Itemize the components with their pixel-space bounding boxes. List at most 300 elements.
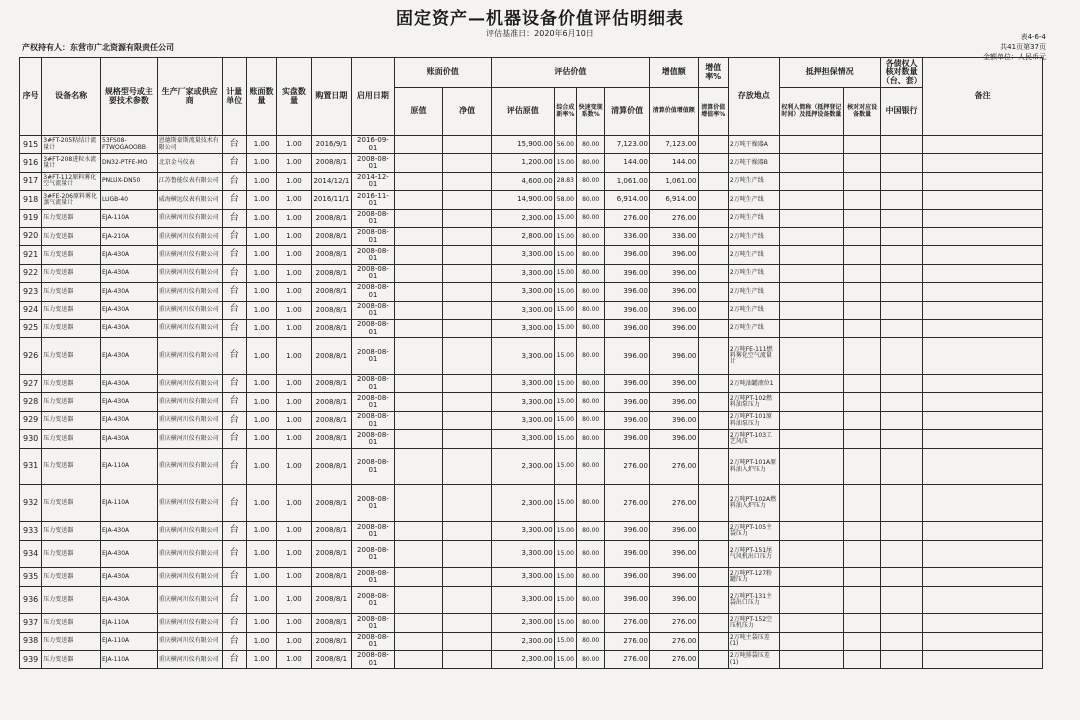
empty-cell [698, 264, 728, 282]
cell-purchase-date: 2008/8/1 [311, 246, 352, 264]
cell-unit: 台 [222, 540, 246, 568]
empty-cell [779, 411, 844, 429]
col-liq-increase: 清算价值增值额 [649, 88, 698, 136]
col-pledge: 抵押担保情况 [779, 58, 880, 88]
cell-composite-rate: 15.00 [554, 301, 576, 319]
cell-maker: 重庆横河川仪有限公司 [157, 522, 222, 540]
empty-cell [923, 522, 1043, 540]
empty-cell [844, 191, 880, 209]
cell-name: 压力变送器 [42, 614, 101, 632]
cell-book-qty: 1.00 [246, 264, 276, 282]
empty-cell [394, 651, 443, 669]
cell-model: EJA-110A [101, 448, 158, 485]
col-eval-orig: 评估原值 [491, 88, 554, 136]
cell-name: 压力变送器 [42, 522, 101, 540]
table-row [20, 375, 1043, 393]
empty-cell [698, 568, 728, 586]
col-actual-qty: 实盘数量 [277, 58, 311, 136]
empty-cell [923, 172, 1043, 190]
empty-cell [698, 393, 728, 411]
cell-actual-qty: 1.00 [277, 172, 311, 190]
cell-eval-orig: 1,200.00 [491, 154, 554, 172]
table-row [20, 485, 1043, 522]
table-row [20, 191, 1043, 209]
col-pledge-check: 核对对应设备数量 [844, 88, 880, 136]
empty-cell [844, 154, 880, 172]
cell-liquidation-coef: 80.00 [576, 568, 604, 586]
cell-name: 压力变送器 [42, 319, 101, 337]
empty-cell [779, 540, 844, 568]
empty-cell [844, 172, 880, 190]
cell-location: 2万吨生产线 [728, 172, 779, 190]
cell-liq-increase: 396.00 [649, 338, 698, 375]
empty-cell [779, 264, 844, 282]
col-unit: 计量单位 [222, 58, 246, 136]
cell-actual-qty: 1.00 [277, 191, 311, 209]
cell-liquidation-coef: 80.00 [576, 264, 604, 282]
cell-start-date: 2008-08-01 [352, 154, 395, 172]
cell-eval-orig: 4,600.00 [491, 172, 554, 190]
empty-cell [923, 568, 1043, 586]
cell-liquidation-coef: 80.00 [576, 319, 604, 337]
cell-unit: 台 [222, 227, 246, 245]
empty-cell [443, 154, 492, 172]
empty-cell [844, 283, 880, 301]
cell-book-qty: 1.00 [246, 430, 276, 448]
empty-cell [394, 632, 443, 650]
col-start-date: 启用日期 [352, 58, 395, 136]
empty-cell [394, 448, 443, 485]
empty-cell [923, 430, 1043, 448]
empty-cell [394, 568, 443, 586]
cell-seq: 916 [20, 154, 42, 172]
empty-cell [844, 338, 880, 375]
cell-name: 3#FT-112原料雾化空气流量计 [42, 172, 101, 190]
cell-liquidation-value: 396.00 [605, 246, 650, 264]
empty-cell [844, 209, 880, 227]
empty-cell [394, 264, 443, 282]
cell-composite-rate: 15.00 [554, 283, 576, 301]
cell-seq: 920 [20, 227, 42, 245]
cell-book-qty: 1.00 [246, 540, 276, 568]
cell-liquidation-value: 276.00 [605, 209, 650, 227]
cell-composite-rate: 15.00 [554, 522, 576, 540]
cell-unit: 台 [222, 651, 246, 669]
cell-book-qty: 1.00 [246, 375, 276, 393]
empty-cell [779, 393, 844, 411]
empty-cell [698, 375, 728, 393]
cell-name: 压力变送器 [42, 375, 101, 393]
cell-maker: 江苏鲁能仪表有限公司 [157, 172, 222, 190]
empty-cell [923, 411, 1043, 429]
empty-cell [779, 246, 844, 264]
cell-actual-qty: 1.00 [277, 283, 311, 301]
empty-cell [880, 209, 923, 227]
empty-cell [698, 338, 728, 375]
cell-unit: 台 [222, 448, 246, 485]
cell-start-date: 2008-08-01 [352, 568, 395, 586]
cell-liquidation-coef: 80.00 [576, 136, 604, 154]
empty-cell [779, 283, 844, 301]
empty-cell [394, 227, 443, 245]
cell-start-date: 2008-08-01 [352, 614, 395, 632]
cell-maker: 重庆横河川仪有限公司 [157, 246, 222, 264]
cell-maker: 重庆横河川仪有限公司 [157, 485, 222, 522]
empty-cell [880, 172, 923, 190]
cell-liq-increase: 7,123.00 [649, 136, 698, 154]
empty-cell [698, 632, 728, 650]
cell-composite-rate: 15.00 [554, 485, 576, 522]
cell-unit: 台 [222, 191, 246, 209]
cell-liquidation-coef: 80.00 [576, 338, 604, 375]
cell-start-date: 2008-08-01 [352, 246, 395, 264]
cell-unit: 台 [222, 586, 246, 614]
cell-seq: 930 [20, 430, 42, 448]
cell-model: EJA-430A [101, 301, 158, 319]
empty-cell [698, 136, 728, 154]
cell-liquidation-value: 396.00 [605, 411, 650, 429]
empty-cell [394, 338, 443, 375]
empty-cell [698, 651, 728, 669]
cell-book-qty: 1.00 [246, 411, 276, 429]
table-row [20, 172, 1043, 190]
empty-cell [880, 393, 923, 411]
empty-cell [844, 586, 880, 614]
cell-unit: 台 [222, 172, 246, 190]
cell-purchase-date: 2008/8/1 [311, 154, 352, 172]
col-increase: 增值额 [649, 58, 698, 88]
cell-eval-orig: 3,300.00 [491, 264, 554, 282]
empty-cell [880, 375, 923, 393]
empty-cell [880, 632, 923, 650]
empty-cell [394, 540, 443, 568]
empty-cell [698, 301, 728, 319]
cell-start-date: 2008-08-01 [352, 411, 395, 429]
empty-cell [779, 632, 844, 650]
empty-cell [443, 430, 492, 448]
empty-cell [698, 246, 728, 264]
table-row [20, 301, 1043, 319]
table-row [20, 411, 1043, 429]
empty-cell [698, 283, 728, 301]
cell-model: EJA-210A [101, 227, 158, 245]
empty-cell [443, 411, 492, 429]
empty-cell [923, 375, 1043, 393]
cell-maker: 重庆横河川仪有限公司 [157, 338, 222, 375]
cell-purchase-date: 2008/8/1 [311, 283, 352, 301]
empty-cell [443, 172, 492, 190]
cell-book-qty: 1.00 [246, 172, 276, 190]
empty-cell [443, 375, 492, 393]
cell-composite-rate: 15.00 [554, 448, 576, 485]
cell-seq: 933 [20, 522, 42, 540]
cell-liquidation-coef: 80.00 [576, 632, 604, 650]
cell-purchase-date: 2008/8/1 [311, 485, 352, 522]
cell-liquidation-value: 396.00 [605, 430, 650, 448]
cell-name: 压力变送器 [42, 246, 101, 264]
empty-cell [394, 430, 443, 448]
cell-location: 2万吨FE-111燃料雾化空气流量计 [728, 338, 779, 375]
table-row [20, 522, 1043, 540]
cell-maker: 重庆横河川仪有限公司 [157, 375, 222, 393]
cell-start-date: 2008-08-01 [352, 540, 395, 568]
cell-name: 3#FT-208进粒水流量计 [42, 154, 101, 172]
empty-cell [779, 614, 844, 632]
empty-cell [880, 586, 923, 614]
cell-actual-qty: 1.00 [277, 154, 311, 172]
table-row [20, 632, 1043, 650]
cell-purchase-date: 2016/11/1 [311, 191, 352, 209]
cell-eval-orig: 3,300.00 [491, 375, 554, 393]
cell-purchase-date: 2014/12/1 [311, 172, 352, 190]
cell-liquidation-coef: 80.00 [576, 375, 604, 393]
cell-liquidation-value: 396.00 [605, 264, 650, 282]
cell-location: 2万吨生产线 [728, 209, 779, 227]
cell-unit: 台 [222, 375, 246, 393]
cell-start-date: 2008-08-01 [352, 485, 395, 522]
empty-cell [779, 154, 844, 172]
empty-cell [779, 375, 844, 393]
empty-cell [779, 136, 844, 154]
empty-cell [394, 393, 443, 411]
empty-cell [880, 485, 923, 522]
cell-actual-qty: 1.00 [277, 540, 311, 568]
empty-cell [443, 283, 492, 301]
empty-cell [923, 246, 1043, 264]
empty-cell [698, 614, 728, 632]
cell-eval-orig: 15,900.00 [491, 136, 554, 154]
empty-cell [880, 448, 923, 485]
empty-cell [880, 264, 923, 282]
empty-cell [923, 586, 1043, 614]
empty-cell [443, 651, 492, 669]
cell-seq: 929 [20, 411, 42, 429]
cell-start-date: 2008-08-01 [352, 209, 395, 227]
empty-cell [923, 338, 1043, 375]
cell-model: EJA-430A [101, 522, 158, 540]
empty-cell [698, 209, 728, 227]
cell-purchase-date: 2008/8/1 [311, 301, 352, 319]
cell-seq: 917 [20, 172, 42, 190]
empty-cell [923, 227, 1043, 245]
cell-model: 53FS08-FTWOGAOOBB [101, 136, 158, 154]
cell-purchase-date: 2008/8/1 [311, 375, 352, 393]
cell-unit: 台 [222, 209, 246, 227]
cell-start-date: 2008-08-01 [352, 430, 395, 448]
cell-name: 压力变送器 [42, 209, 101, 227]
col-composite-rate: 综合成新率% [554, 88, 576, 136]
cell-liquidation-coef: 80.00 [576, 411, 604, 429]
empty-cell [880, 430, 923, 448]
cell-book-qty: 1.00 [246, 448, 276, 485]
col-increase-rate: 增值率% [698, 58, 728, 88]
cell-book-qty: 1.00 [246, 651, 276, 669]
empty-cell [880, 246, 923, 264]
cell-actual-qty: 1.00 [277, 632, 311, 650]
empty-cell [779, 301, 844, 319]
empty-cell [443, 393, 492, 411]
cell-model: EJA-110A [101, 651, 158, 669]
empty-cell [443, 338, 492, 375]
cell-eval-orig: 3,300.00 [491, 586, 554, 614]
cell-model: EJA-430A [101, 411, 158, 429]
cell-seq: 922 [20, 264, 42, 282]
empty-cell [394, 136, 443, 154]
cell-maker: 重庆横河川仪有限公司 [157, 448, 222, 485]
cell-liquidation-value: 396.00 [605, 522, 650, 540]
cell-purchase-date: 2008/8/1 [311, 522, 352, 540]
cell-unit: 台 [222, 568, 246, 586]
cell-liquidation-value: 396.00 [605, 540, 650, 568]
cell-start-date: 2008-08-01 [352, 283, 395, 301]
cell-eval-orig: 3,300.00 [491, 319, 554, 337]
cell-maker: 重庆横河川仪有限公司 [157, 586, 222, 614]
cell-location: 2万吨PT-151尾气风机出口压力 [728, 540, 779, 568]
cell-location: 2万吨PT-102A燃料油入炉压力 [728, 485, 779, 522]
empty-cell [779, 651, 844, 669]
cell-liq-increase: 396.00 [649, 393, 698, 411]
cell-unit: 台 [222, 246, 246, 264]
cell-start-date: 2008-08-01 [352, 264, 395, 282]
cell-actual-qty: 1.00 [277, 430, 311, 448]
cell-book-qty: 1.00 [246, 283, 276, 301]
cell-purchase-date: 2008/8/1 [311, 632, 352, 650]
empty-cell [880, 136, 923, 154]
cell-start-date: 2008-08-01 [352, 393, 395, 411]
col-maker: 生产厂家或供应商 [157, 58, 222, 136]
empty-cell [698, 227, 728, 245]
cell-purchase-date: 2008/8/1 [311, 209, 352, 227]
cell-seq: 925 [20, 319, 42, 337]
cell-book-qty: 1.00 [246, 586, 276, 614]
table-row [20, 568, 1043, 586]
cell-model: EJA-430A [101, 264, 158, 282]
cell-eval-orig: 3,300.00 [491, 393, 554, 411]
col-remark: 备注 [923, 58, 1043, 136]
empty-cell [443, 522, 492, 540]
cell-location: 2万吨PT-101A原料油入炉压力 [728, 448, 779, 485]
cell-maker: 重庆横河川仪有限公司 [157, 283, 222, 301]
cell-maker: 重庆横河川仪有限公司 [157, 209, 222, 227]
cell-seq: 915 [20, 136, 42, 154]
cell-liq-increase: 396.00 [649, 411, 698, 429]
cell-liquidation-value: 144.00 [605, 154, 650, 172]
cell-liq-increase: 396.00 [649, 264, 698, 282]
empty-cell [923, 301, 1043, 319]
cell-name: 压力变送器 [42, 430, 101, 448]
cell-liq-increase: 396.00 [649, 586, 698, 614]
cell-liquidation-value: 396.00 [605, 283, 650, 301]
cell-eval-orig: 3,300.00 [491, 283, 554, 301]
empty-cell [844, 375, 880, 393]
cell-maker: 重庆横河川仪有限公司 [157, 227, 222, 245]
cell-name: 压力变送器 [42, 264, 101, 282]
table-row [20, 614, 1043, 632]
cell-maker: 重庆横河川仪有限公司 [157, 632, 222, 650]
cell-location: 2万吨干燥器B [728, 154, 779, 172]
cell-seq: 921 [20, 246, 42, 264]
table-row [20, 393, 1043, 411]
cell-start-date: 2008-08-01 [352, 522, 395, 540]
empty-cell [443, 632, 492, 650]
cell-liquidation-value: 396.00 [605, 319, 650, 337]
empty-cell [923, 209, 1043, 227]
cell-location: 2万吨排袋压差(1) [728, 651, 779, 669]
empty-cell [844, 264, 880, 282]
cell-liquidation-value: 396.00 [605, 375, 650, 393]
table-row [20, 430, 1043, 448]
cell-start-date: 2008-08-01 [352, 319, 395, 337]
cell-liquidation-coef: 80.00 [576, 540, 604, 568]
empty-cell [698, 448, 728, 485]
cell-location: 2万吨PT-152空压机压力 [728, 614, 779, 632]
cell-start-date: 2008-08-01 [352, 338, 395, 375]
empty-cell [844, 301, 880, 319]
cell-unit: 台 [222, 632, 246, 650]
empty-cell [880, 191, 923, 209]
cell-composite-rate: 58.00 [554, 191, 576, 209]
cell-liquidation-coef: 80.00 [576, 246, 604, 264]
table-row [20, 586, 1043, 614]
cell-liquidation-value: 6,914.00 [605, 191, 650, 209]
empty-cell [844, 136, 880, 154]
cell-liquidation-value: 276.00 [605, 448, 650, 485]
cell-liq-increase: 396.00 [649, 568, 698, 586]
empty-cell [844, 393, 880, 411]
cell-eval-orig: 3,300.00 [491, 540, 554, 568]
cell-name: 压力变送器 [42, 283, 101, 301]
cell-seq: 926 [20, 338, 42, 375]
cell-seq: 937 [20, 614, 42, 632]
cell-actual-qty: 1.00 [277, 375, 311, 393]
cell-purchase-date: 2008/8/1 [311, 319, 352, 337]
cell-composite-rate: 15.00 [554, 264, 576, 282]
empty-cell [844, 411, 880, 429]
empty-cell [844, 227, 880, 245]
cell-liq-increase: 276.00 [649, 448, 698, 485]
cell-liquidation-value: 396.00 [605, 393, 650, 411]
cell-book-qty: 1.00 [246, 632, 276, 650]
cell-purchase-date: 2008/8/1 [311, 227, 352, 245]
empty-cell [923, 485, 1043, 522]
cell-location: 2万吨生产线 [728, 191, 779, 209]
cell-location: 2万吨PT-103工艺风压 [728, 430, 779, 448]
empty-cell [844, 614, 880, 632]
cell-liquidation-coef: 80.00 [576, 448, 604, 485]
cell-composite-rate: 56.00 [554, 136, 576, 154]
empty-cell [394, 191, 443, 209]
empty-cell [779, 172, 844, 190]
empty-cell [844, 246, 880, 264]
empty-cell [923, 540, 1043, 568]
cell-start-date: 2016-11-01 [352, 191, 395, 209]
cell-start-date: 2016-09-01 [352, 136, 395, 154]
empty-cell [880, 154, 923, 172]
table-number: 表4-6-4 [1020, 33, 1046, 41]
empty-cell [443, 136, 492, 154]
cell-seq: 924 [20, 301, 42, 319]
cell-seq: 936 [20, 586, 42, 614]
empty-cell [844, 485, 880, 522]
cell-composite-rate: 15.00 [554, 209, 576, 227]
table-row [20, 264, 1043, 282]
empty-cell [779, 522, 844, 540]
cell-name: 压力变送器 [42, 485, 101, 522]
asset-table [19, 57, 1043, 669]
cell-liquidation-coef: 80.00 [576, 209, 604, 227]
cell-purchase-date: 2008/8/1 [311, 430, 352, 448]
col-seq: 序号 [20, 58, 42, 136]
